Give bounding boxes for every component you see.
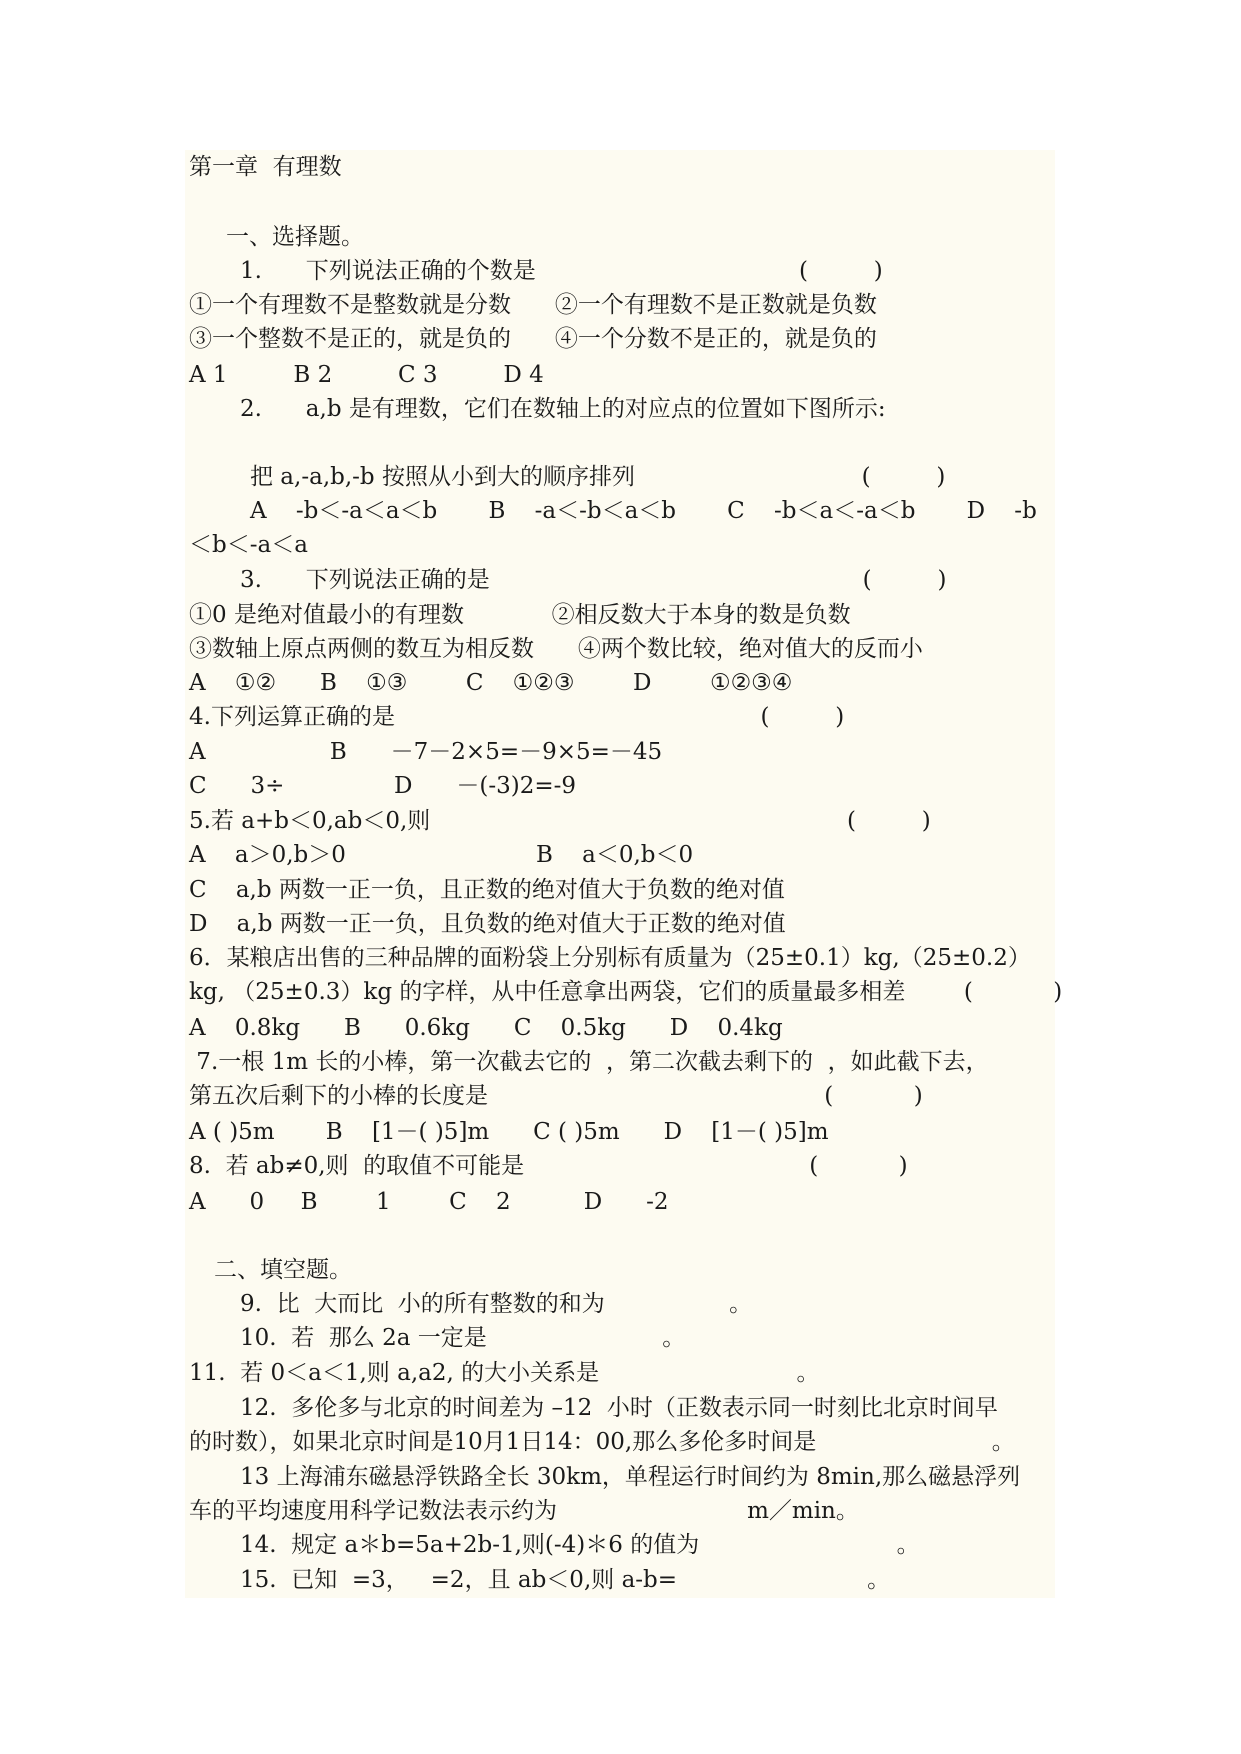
q2-prompt: 把 a,-a,b,-b 按照从小到大的顺序排列 ( ) <box>250 464 946 490</box>
q1-statements-b: ③一个整数不是正的，就是负的 ④一个分数不是正的，就是负的 <box>189 326 877 352</box>
question-14: 14. 规定 a＊b=5a+2b-1,则(-4)＊6 的值为 。 <box>240 1532 920 1558</box>
question-6-cont: kg, （25±0.3）kg 的字样，从中任意拿出两袋，它们的质量最多相差 ( ) <box>189 979 1063 1005</box>
question-15: 15. 已知 =3， =2，且 ab＜0,则 a-b= 。 <box>240 1567 891 1593</box>
q5-option-d: D a,b 两数一正一负，且负数的绝对值大于正数的绝对值 <box>189 911 786 937</box>
q3-statements-b: ③数轴上原点两侧的数互为相反数 ④两个数比较，绝对值大的反而小 <box>189 636 923 662</box>
question-12-cont: 的时数），如果北京时间是10月1日14：00,那么多伦多时间是 。 <box>189 1429 1015 1455</box>
q1-options: A 1 B 2 C 3 D 4 <box>189 362 544 388</box>
question-1: 1. 下列说法正确的个数是 ( ) <box>240 258 883 284</box>
question-6: 6．某粮店出售的三种品牌的面粉袋上分别标有质量为（25±0.1）kg,（25±0.2） <box>189 945 1031 971</box>
question-12: 12. 多伦多与北京的时间差为 –12 小时（正数表示同一时刻比北京时间早 <box>240 1395 998 1421</box>
question-7: 7.一根 1m 长的小棒，第一次截去它的 ，第二次截去剩下的 ，如此截下去， <box>189 1049 989 1075</box>
question-3: 3. 下列说法正确的是 ( ) <box>240 567 947 593</box>
question-4: 4.下列运算正确的是 ( ) <box>189 704 845 730</box>
q2-options: A -b＜-a＜a＜b B -a＜-b＜a＜b C -b＜a＜-a＜b D -b <box>250 498 1037 524</box>
q1-statements-a: ①一个有理数不是整数就是分数 ②一个有理数不是正数就是负数 <box>189 292 877 318</box>
question-9: 9. 比 大而比 小的所有整数的和为 。 <box>240 1291 753 1317</box>
q5-options-ab: A a＞0,b＞0 B a＜0,b＜0 <box>189 842 694 868</box>
q6-options: A 0.8kg B 0.6kg C 0.5kg D 0.4kg <box>189 1015 783 1041</box>
question-11: 11. 若 0＜a＜1,则 a,a2, 的大小关系是 。 <box>189 1360 820 1386</box>
q4-options-ab: A B －7－2×5=－9×5=－45 <box>189 739 663 765</box>
q4-options-cd: C 3÷ D －(-3)2=-9 <box>189 773 577 799</box>
q7-options: A ( )5m B [1－( )5]m C ( )5m D [1－( )5]m <box>189 1119 829 1145</box>
section-title-choice: 一、选择题。 <box>226 224 364 250</box>
question-7-cont: 第五次后剩下的小棒的长度是 ( ) <box>189 1083 923 1109</box>
chapter-title: 第一章 有理数 <box>189 154 342 180</box>
question-10: 10. 若 那么 2a 一定是 。 <box>240 1325 686 1351</box>
question-2: 2. a,b 是有理数，它们在数轴上的对应点的位置如下图所示: <box>240 396 886 422</box>
question-5: 5.若 a+b＜0,ab＜0,则 ( ) <box>189 808 931 834</box>
q3-options: A ①② B ①③ C ①②③ D ①②③④ <box>189 670 793 696</box>
q5-option-c: C a,b 两数一正一负，且正数的绝对值大于负数的绝对值 <box>189 877 785 903</box>
section-title-fill: 二、填空题。 <box>214 1257 352 1283</box>
question-13-cont: 车的平均速度用科学记数法表示约为 m／min。 <box>189 1498 859 1524</box>
q3-statements-a: ①0 是绝对值最小的有理数 ②相反数大于本身的数是负数 <box>189 602 851 628</box>
question-8: 8. 若 ab≠0,则 的取值不可能是 ( ) <box>189 1153 908 1179</box>
q2-options-cont: ＜b＜-a＜a <box>189 532 308 558</box>
q8-options: A 0 B 1 C 2 D -2 <box>189 1189 669 1215</box>
question-13: 13 上海浦东磁悬浮铁路全长 30km，单程运行时间约为 8min,那么磁悬浮列 <box>240 1464 1021 1490</box>
